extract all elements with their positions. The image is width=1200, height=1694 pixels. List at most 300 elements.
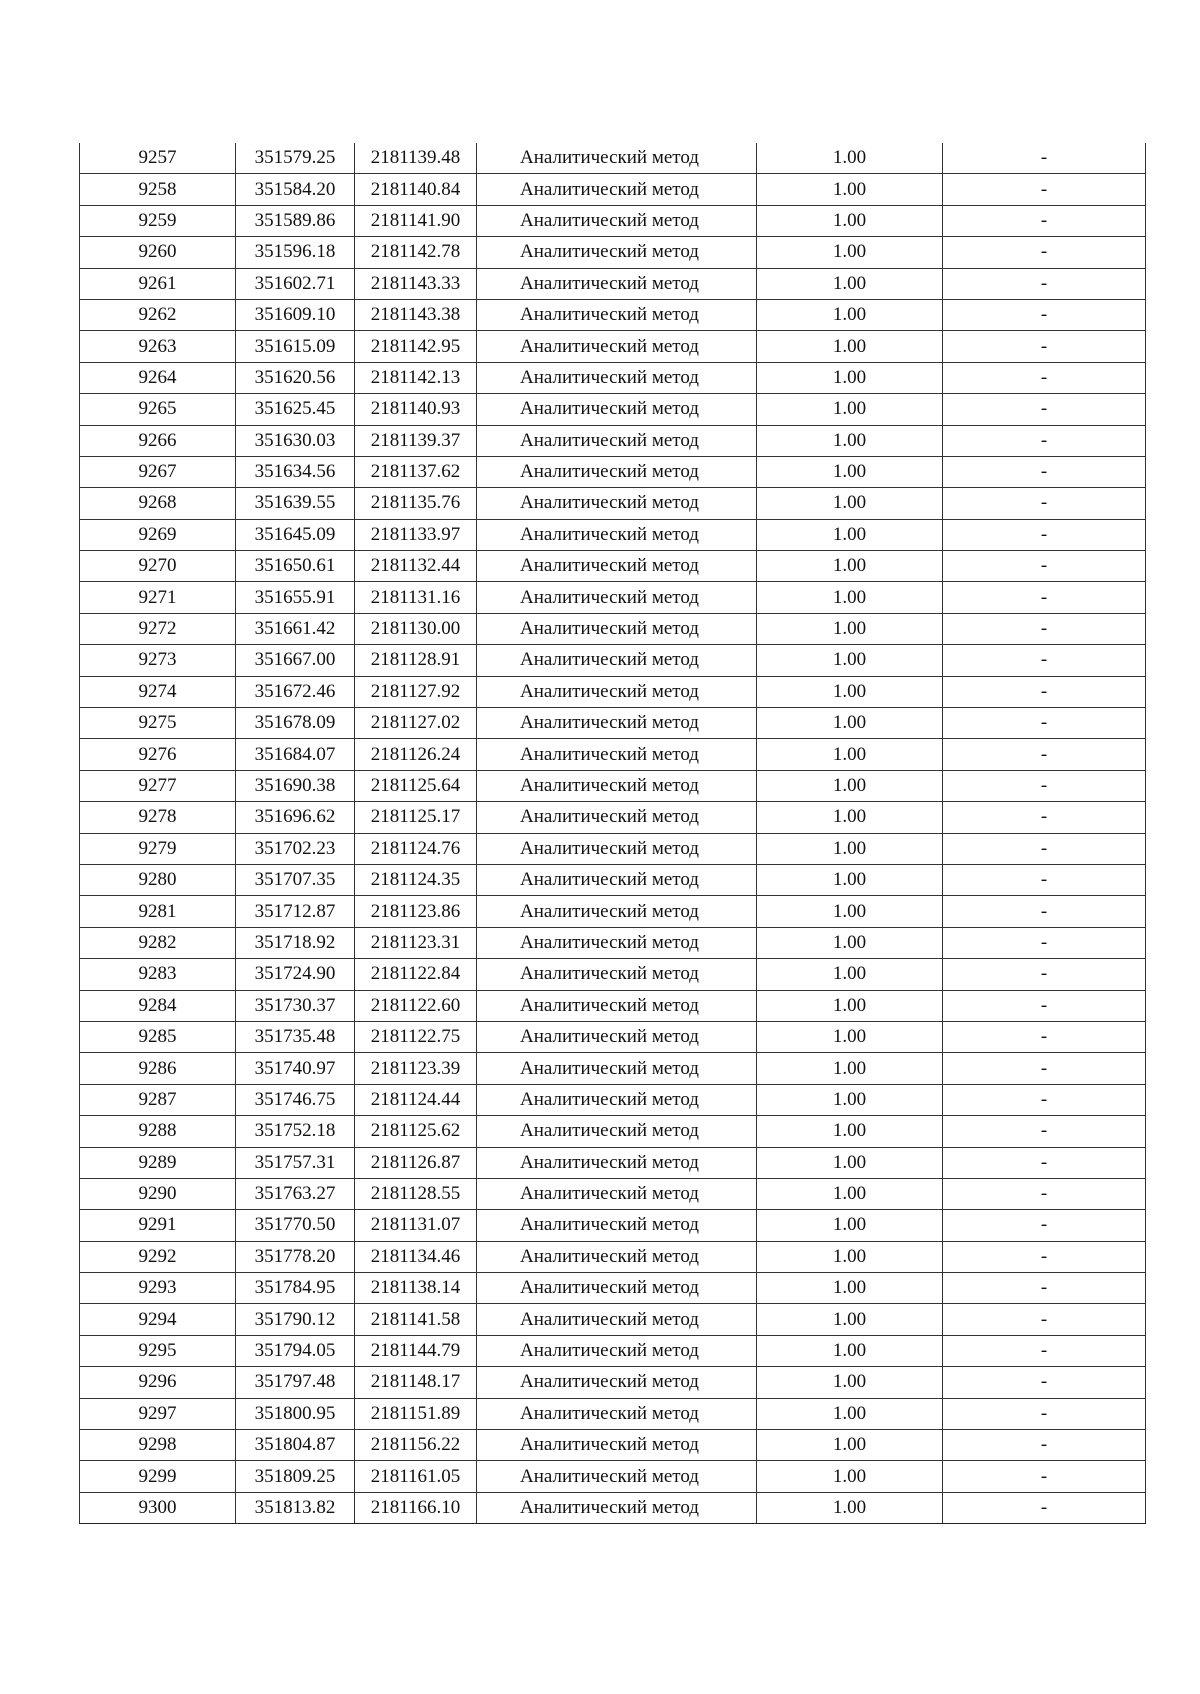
y-coordinate-cell: 2181148.17 — [355, 1367, 477, 1398]
point-number-cell: 9285 — [80, 1021, 236, 1052]
table-row — [80, 770, 1146, 801]
accuracy-cell: 1.00 — [757, 1430, 943, 1461]
x-coordinate-cell: 351804.87 — [236, 1430, 355, 1461]
y-coordinate-cell: 2181137.62 — [355, 456, 477, 487]
coordinates-table — [79, 143, 1146, 1524]
table-row — [80, 205, 1146, 236]
accuracy-cell: 1.00 — [757, 833, 943, 864]
y-coordinate-cell: 2181142.13 — [355, 362, 477, 393]
point-number-cell: 9289 — [80, 1147, 236, 1178]
x-coordinate-cell: 351661.42 — [236, 613, 355, 644]
method-cell: Аналитический метод — [477, 394, 757, 425]
x-coordinate-cell: 351702.23 — [236, 833, 355, 864]
note-cell: - — [943, 237, 1146, 268]
accuracy-cell: 1.00 — [757, 1398, 943, 1429]
table-row — [80, 1335, 1146, 1366]
method-cell: Аналитический метод — [477, 1304, 757, 1335]
accuracy-cell: 1.00 — [757, 299, 943, 330]
method-cell: Аналитический метод — [477, 1021, 757, 1052]
y-coordinate-cell: 2181126.24 — [355, 739, 477, 770]
note-cell: - — [943, 1116, 1146, 1147]
method-cell: Аналитический метод — [477, 1430, 757, 1461]
note-cell: - — [943, 896, 1146, 927]
point-number-cell: 9293 — [80, 1273, 236, 1304]
point-number-cell: 9290 — [80, 1178, 236, 1209]
table-row — [80, 833, 1146, 864]
point-number-cell: 9271 — [80, 582, 236, 613]
accuracy-cell: 1.00 — [757, 1210, 943, 1241]
accuracy-cell: 1.00 — [757, 613, 943, 644]
note-cell: - — [943, 551, 1146, 582]
y-coordinate-cell: 2181140.84 — [355, 174, 477, 205]
method-cell: Аналитический метод — [477, 739, 757, 770]
table-row — [80, 1147, 1146, 1178]
y-coordinate-cell: 2181124.35 — [355, 864, 477, 895]
table-row — [80, 299, 1146, 330]
point-number-cell: 9269 — [80, 519, 236, 550]
accuracy-cell: 1.00 — [757, 645, 943, 676]
x-coordinate-cell: 351730.37 — [236, 990, 355, 1021]
table-row — [80, 394, 1146, 425]
x-coordinate-cell: 351630.03 — [236, 425, 355, 456]
accuracy-cell: 1.00 — [757, 896, 943, 927]
note-cell: - — [943, 1210, 1146, 1241]
note-cell: - — [943, 488, 1146, 519]
note-cell: - — [943, 174, 1146, 205]
note-cell: - — [943, 990, 1146, 1021]
method-cell: Аналитический метод — [477, 990, 757, 1021]
x-coordinate-cell: 351813.82 — [236, 1492, 355, 1523]
y-coordinate-cell: 2181138.14 — [355, 1273, 477, 1304]
accuracy-cell: 1.00 — [757, 864, 943, 895]
method-cell: Аналитический метод — [477, 1335, 757, 1366]
note-cell: - — [943, 299, 1146, 330]
y-coordinate-cell: 2181139.48 — [355, 143, 477, 174]
accuracy-cell: 1.00 — [757, 739, 943, 770]
x-coordinate-cell: 351809.25 — [236, 1461, 355, 1492]
x-coordinate-cell: 351757.31 — [236, 1147, 355, 1178]
method-cell: Аналитический метод — [477, 1116, 757, 1147]
point-number-cell: 9280 — [80, 864, 236, 895]
table-row — [80, 1367, 1146, 1398]
x-coordinate-cell: 351790.12 — [236, 1304, 355, 1335]
table-row — [80, 1492, 1146, 1523]
table-row — [80, 927, 1146, 958]
y-coordinate-cell: 2181141.58 — [355, 1304, 477, 1335]
y-coordinate-cell: 2181128.91 — [355, 645, 477, 676]
point-number-cell: 9298 — [80, 1430, 236, 1461]
accuracy-cell: 1.00 — [757, 519, 943, 550]
table-row — [80, 362, 1146, 393]
note-cell: - — [943, 1084, 1146, 1115]
table-row — [80, 519, 1146, 550]
accuracy-cell: 1.00 — [757, 582, 943, 613]
note-cell: - — [943, 1461, 1146, 1492]
x-coordinate-cell: 351800.95 — [236, 1398, 355, 1429]
method-cell: Аналитический метод — [477, 770, 757, 801]
point-number-cell: 9292 — [80, 1241, 236, 1272]
point-number-cell: 9264 — [80, 362, 236, 393]
point-number-cell: 9282 — [80, 927, 236, 958]
method-cell: Аналитический метод — [477, 613, 757, 644]
point-number-cell: 9286 — [80, 1053, 236, 1084]
note-cell: - — [943, 833, 1146, 864]
y-coordinate-cell: 2181142.95 — [355, 331, 477, 362]
point-number-cell: 9276 — [80, 739, 236, 770]
note-cell: - — [943, 425, 1146, 456]
point-number-cell: 9291 — [80, 1210, 236, 1241]
accuracy-cell: 1.00 — [757, 1304, 943, 1335]
note-cell: - — [943, 205, 1146, 236]
point-number-cell: 9295 — [80, 1335, 236, 1366]
accuracy-cell: 1.00 — [757, 1492, 943, 1523]
y-coordinate-cell: 2181127.02 — [355, 708, 477, 739]
accuracy-cell: 1.00 — [757, 143, 943, 174]
y-coordinate-cell: 2181125.64 — [355, 770, 477, 801]
method-cell: Аналитический метод — [477, 456, 757, 487]
table-row — [80, 1304, 1146, 1335]
point-number-cell: 9257 — [80, 143, 236, 174]
y-coordinate-cell: 2181139.37 — [355, 425, 477, 456]
accuracy-cell: 1.00 — [757, 331, 943, 362]
method-cell: Аналитический метод — [477, 1084, 757, 1115]
note-cell: - — [943, 1335, 1146, 1366]
table-row — [80, 1053, 1146, 1084]
note-cell: - — [943, 456, 1146, 487]
table-row — [80, 1430, 1146, 1461]
y-coordinate-cell: 2181123.39 — [355, 1053, 477, 1084]
method-cell: Аналитический метод — [477, 1398, 757, 1429]
x-coordinate-cell: 351684.07 — [236, 739, 355, 770]
note-cell: - — [943, 676, 1146, 707]
y-coordinate-cell: 2181128.55 — [355, 1178, 477, 1209]
method-cell: Аналитический метод — [477, 1053, 757, 1084]
accuracy-cell: 1.00 — [757, 174, 943, 205]
note-cell: - — [943, 613, 1146, 644]
accuracy-cell: 1.00 — [757, 802, 943, 833]
table-row — [80, 1241, 1146, 1272]
point-number-cell: 9278 — [80, 802, 236, 833]
method-cell: Аналитический метод — [477, 833, 757, 864]
method-cell: Аналитический метод — [477, 299, 757, 330]
accuracy-cell: 1.00 — [757, 1241, 943, 1272]
x-coordinate-cell: 351707.35 — [236, 864, 355, 895]
method-cell: Аналитический метод — [477, 1273, 757, 1304]
method-cell: Аналитический метод — [477, 331, 757, 362]
table-row — [80, 1021, 1146, 1052]
accuracy-cell: 1.00 — [757, 456, 943, 487]
point-number-cell: 9283 — [80, 959, 236, 990]
note-cell: - — [943, 1273, 1146, 1304]
x-coordinate-cell: 351696.62 — [236, 802, 355, 833]
accuracy-cell: 1.00 — [757, 268, 943, 299]
accuracy-cell: 1.00 — [757, 551, 943, 582]
point-number-cell: 9296 — [80, 1367, 236, 1398]
y-coordinate-cell: 2181143.33 — [355, 268, 477, 299]
point-number-cell: 9265 — [80, 394, 236, 425]
accuracy-cell: 1.00 — [757, 1053, 943, 1084]
accuracy-cell: 1.00 — [757, 205, 943, 236]
method-cell: Аналитический метод — [477, 143, 757, 174]
method-cell: Аналитический метод — [477, 1492, 757, 1523]
method-cell: Аналитический метод — [477, 425, 757, 456]
method-cell: Аналитический метод — [477, 582, 757, 613]
table-row — [80, 268, 1146, 299]
x-coordinate-cell: 351740.97 — [236, 1053, 355, 1084]
y-coordinate-cell: 2181131.07 — [355, 1210, 477, 1241]
x-coordinate-cell: 351752.18 — [236, 1116, 355, 1147]
y-coordinate-cell: 2181131.16 — [355, 582, 477, 613]
y-coordinate-cell: 2181143.38 — [355, 299, 477, 330]
accuracy-cell: 1.00 — [757, 237, 943, 268]
x-coordinate-cell: 351712.87 — [236, 896, 355, 927]
table-row — [80, 488, 1146, 519]
note-cell: - — [943, 143, 1146, 174]
table-row — [80, 959, 1146, 990]
table-row — [80, 582, 1146, 613]
accuracy-cell: 1.00 — [757, 425, 943, 456]
note-cell: - — [943, 1178, 1146, 1209]
y-coordinate-cell: 2181130.00 — [355, 613, 477, 644]
accuracy-cell: 1.00 — [757, 676, 943, 707]
method-cell: Аналитический метод — [477, 205, 757, 236]
point-number-cell: 9261 — [80, 268, 236, 299]
point-number-cell: 9266 — [80, 425, 236, 456]
table-row — [80, 613, 1146, 644]
method-cell: Аналитический метод — [477, 237, 757, 268]
note-cell: - — [943, 1053, 1146, 1084]
method-cell: Аналитический метод — [477, 864, 757, 895]
note-cell: - — [943, 1398, 1146, 1429]
x-coordinate-cell: 351634.56 — [236, 456, 355, 487]
point-number-cell: 9281 — [80, 896, 236, 927]
y-coordinate-cell: 2181134.46 — [355, 1241, 477, 1272]
x-coordinate-cell: 351625.45 — [236, 394, 355, 425]
point-number-cell: 9260 — [80, 237, 236, 268]
note-cell: - — [943, 1430, 1146, 1461]
table-row — [80, 802, 1146, 833]
point-number-cell: 9299 — [80, 1461, 236, 1492]
table-row — [80, 676, 1146, 707]
note-cell: - — [943, 864, 1146, 895]
table-row — [80, 1398, 1146, 1429]
x-coordinate-cell: 351589.86 — [236, 205, 355, 236]
x-coordinate-cell: 351778.20 — [236, 1241, 355, 1272]
table-row — [80, 425, 1146, 456]
x-coordinate-cell: 351797.48 — [236, 1367, 355, 1398]
accuracy-cell: 1.00 — [757, 1147, 943, 1178]
accuracy-cell: 1.00 — [757, 362, 943, 393]
point-number-cell: 9297 — [80, 1398, 236, 1429]
x-coordinate-cell: 351596.18 — [236, 237, 355, 268]
accuracy-cell: 1.00 — [757, 1021, 943, 1052]
table-row — [80, 739, 1146, 770]
method-cell: Аналитический метод — [477, 1461, 757, 1492]
x-coordinate-cell: 351784.95 — [236, 1273, 355, 1304]
y-coordinate-cell: 2181144.79 — [355, 1335, 477, 1366]
note-cell: - — [943, 739, 1146, 770]
note-cell: - — [943, 959, 1146, 990]
table-row — [80, 456, 1146, 487]
accuracy-cell: 1.00 — [757, 770, 943, 801]
note-cell: - — [943, 802, 1146, 833]
note-cell: - — [943, 268, 1146, 299]
point-number-cell: 9279 — [80, 833, 236, 864]
table-row — [80, 896, 1146, 927]
table-row — [80, 1116, 1146, 1147]
method-cell: Аналитический метод — [477, 551, 757, 582]
y-coordinate-cell: 2181166.10 — [355, 1492, 477, 1523]
accuracy-cell: 1.00 — [757, 959, 943, 990]
table-row — [80, 864, 1146, 895]
point-number-cell: 9275 — [80, 708, 236, 739]
y-coordinate-cell: 2181125.17 — [355, 802, 477, 833]
y-coordinate-cell: 2181122.75 — [355, 1021, 477, 1052]
method-cell: Аналитический метод — [477, 519, 757, 550]
y-coordinate-cell: 2181135.76 — [355, 488, 477, 519]
method-cell: Аналитический метод — [477, 1367, 757, 1398]
point-number-cell: 9268 — [80, 488, 236, 519]
y-coordinate-cell: 2181151.89 — [355, 1398, 477, 1429]
accuracy-cell: 1.00 — [757, 1084, 943, 1115]
table-row — [80, 237, 1146, 268]
note-cell: - — [943, 394, 1146, 425]
method-cell: Аналитический метод — [477, 927, 757, 958]
method-cell: Аналитический метод — [477, 488, 757, 519]
table-row — [80, 331, 1146, 362]
y-coordinate-cell: 2181122.84 — [355, 959, 477, 990]
note-cell: - — [943, 1492, 1146, 1523]
x-coordinate-cell: 351724.90 — [236, 959, 355, 990]
point-number-cell: 9273 — [80, 645, 236, 676]
accuracy-cell: 1.00 — [757, 1178, 943, 1209]
note-cell: - — [943, 519, 1146, 550]
x-coordinate-cell: 351579.25 — [236, 143, 355, 174]
x-coordinate-cell: 351690.38 — [236, 770, 355, 801]
note-cell: - — [943, 1304, 1146, 1335]
table-row — [80, 143, 1146, 174]
x-coordinate-cell: 351620.56 — [236, 362, 355, 393]
point-number-cell: 9288 — [80, 1116, 236, 1147]
accuracy-cell: 1.00 — [757, 1273, 943, 1304]
point-number-cell: 9287 — [80, 1084, 236, 1115]
method-cell: Аналитический метод — [477, 802, 757, 833]
accuracy-cell: 1.00 — [757, 990, 943, 1021]
x-coordinate-cell: 351746.75 — [236, 1084, 355, 1115]
note-cell: - — [943, 1021, 1146, 1052]
table-row — [80, 708, 1146, 739]
table-row — [80, 551, 1146, 582]
note-cell: - — [943, 927, 1146, 958]
method-cell: Аналитический метод — [477, 1178, 757, 1209]
method-cell: Аналитический метод — [477, 362, 757, 393]
accuracy-cell: 1.00 — [757, 1116, 943, 1147]
note-cell: - — [943, 770, 1146, 801]
table-row — [80, 1273, 1146, 1304]
x-coordinate-cell: 351645.09 — [236, 519, 355, 550]
x-coordinate-cell: 351667.00 — [236, 645, 355, 676]
method-cell: Аналитический метод — [477, 896, 757, 927]
note-cell: - — [943, 1241, 1146, 1272]
note-cell: - — [943, 1367, 1146, 1398]
note-cell: - — [943, 645, 1146, 676]
table-row — [80, 1210, 1146, 1241]
y-coordinate-cell: 2181140.93 — [355, 394, 477, 425]
table-row — [80, 1461, 1146, 1492]
y-coordinate-cell: 2181123.86 — [355, 896, 477, 927]
table-row — [80, 174, 1146, 205]
y-coordinate-cell: 2181141.90 — [355, 205, 477, 236]
method-cell: Аналитический метод — [477, 708, 757, 739]
note-cell: - — [943, 582, 1146, 613]
accuracy-cell: 1.00 — [757, 1367, 943, 1398]
coordinates-table-body — [80, 143, 1146, 1524]
y-coordinate-cell: 2181124.76 — [355, 833, 477, 864]
note-cell: - — [943, 1147, 1146, 1178]
y-coordinate-cell: 2181122.60 — [355, 990, 477, 1021]
y-coordinate-cell: 2181126.87 — [355, 1147, 477, 1178]
table-row — [80, 990, 1146, 1021]
y-coordinate-cell: 2181124.44 — [355, 1084, 477, 1115]
point-number-cell: 9262 — [80, 299, 236, 330]
x-coordinate-cell: 351639.55 — [236, 488, 355, 519]
x-coordinate-cell: 351650.61 — [236, 551, 355, 582]
x-coordinate-cell: 351615.09 — [236, 331, 355, 362]
y-coordinate-cell: 2181133.97 — [355, 519, 477, 550]
point-number-cell: 9284 — [80, 990, 236, 1021]
point-number-cell: 9272 — [80, 613, 236, 644]
point-number-cell: 9270 — [80, 551, 236, 582]
point-number-cell: 9259 — [80, 205, 236, 236]
table-row — [80, 645, 1146, 676]
y-coordinate-cell: 2181156.22 — [355, 1430, 477, 1461]
accuracy-cell: 1.00 — [757, 708, 943, 739]
point-number-cell: 9274 — [80, 676, 236, 707]
accuracy-cell: 1.00 — [757, 927, 943, 958]
accuracy-cell: 1.00 — [757, 1461, 943, 1492]
x-coordinate-cell: 351655.91 — [236, 582, 355, 613]
y-coordinate-cell: 2181127.92 — [355, 676, 477, 707]
point-number-cell: 9258 — [80, 174, 236, 205]
table-row — [80, 1178, 1146, 1209]
method-cell: Аналитический метод — [477, 959, 757, 990]
y-coordinate-cell: 2181142.78 — [355, 237, 477, 268]
x-coordinate-cell: 351763.27 — [236, 1178, 355, 1209]
method-cell: Аналитический метод — [477, 1241, 757, 1272]
point-number-cell: 9263 — [80, 331, 236, 362]
y-coordinate-cell: 2181125.62 — [355, 1116, 477, 1147]
method-cell: Аналитический метод — [477, 1210, 757, 1241]
x-coordinate-cell: 351584.20 — [236, 174, 355, 205]
method-cell: Аналитический метод — [477, 645, 757, 676]
x-coordinate-cell: 351678.09 — [236, 708, 355, 739]
accuracy-cell: 1.00 — [757, 488, 943, 519]
x-coordinate-cell: 351735.48 — [236, 1021, 355, 1052]
y-coordinate-cell: 2181123.31 — [355, 927, 477, 958]
x-coordinate-cell: 351718.92 — [236, 927, 355, 958]
point-number-cell: 9277 — [80, 770, 236, 801]
note-cell: - — [943, 331, 1146, 362]
note-cell: - — [943, 362, 1146, 393]
x-coordinate-cell: 351672.46 — [236, 676, 355, 707]
x-coordinate-cell: 351794.05 — [236, 1335, 355, 1366]
accuracy-cell: 1.00 — [757, 1335, 943, 1366]
point-number-cell: 9300 — [80, 1492, 236, 1523]
method-cell: Аналитический метод — [477, 268, 757, 299]
accuracy-cell: 1.00 — [757, 394, 943, 425]
point-number-cell: 9294 — [80, 1304, 236, 1335]
x-coordinate-cell: 351602.71 — [236, 268, 355, 299]
